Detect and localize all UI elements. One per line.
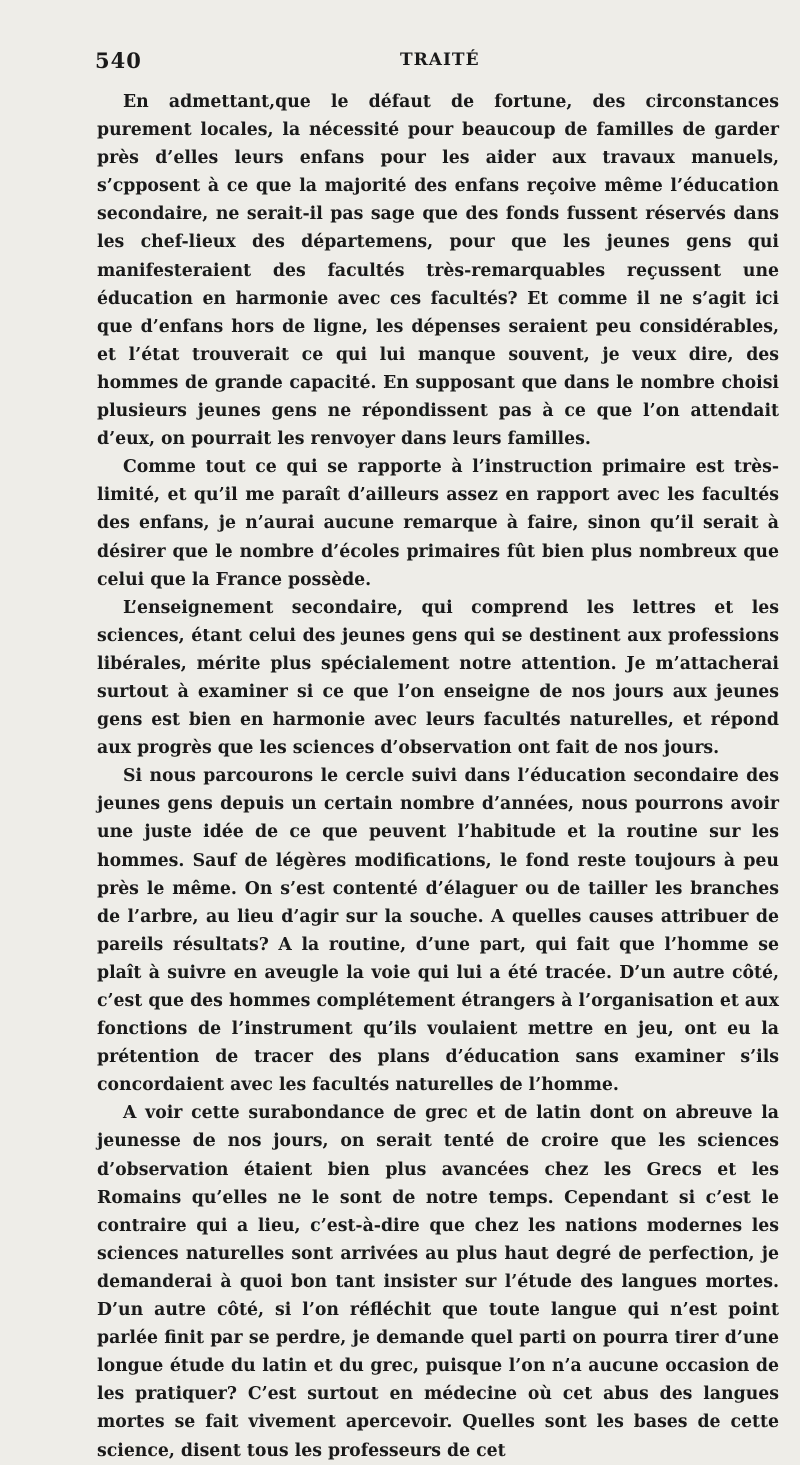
paragraph: A voir cette surabondance de grec et de latin dont on abreuve la jeunesse de nos jours, on serait tenté de croire que les sciences d’observation étaient bien plus avancées chez les Grecs et les Romains qu’elles ne le sont de notre temps. Cependant si c’est le contraire qui a lieu, c’est-à-dire que chez les nations modernes les sciences naturelles sont arrivées au plus haut degré de perfection, je demanderai à quoi bon tant insister sur l’étude des langues mortes. D’un autre côté, si l’on réfléchit que toute langue qui n’est point parlée finit par se perdre, je demande quel parti on pourra tirer d’une longue étude du latin et du grec, puisque l’on n’a aucune occasion de les pratiquer? C’est surtout en médecine où cet abus des langues mortes se fait vivement apercevoir. Quelles sont les bases de cette science, disent tous les professeurs de cet [97,1103,779,1461]
paragraph: En admettant,que le défaut de fortune, des circonstances purement locales, la nécessité pour beaucoup de familles de garder près d’elles leurs enfans pour les aider aux travaux manuels, s’cpposent à ce que la majorité des enfans reçoive même l’éducation secondaire, ne serait-il pas sage que des fonds fussent réservés dans les chef-lieux des départemens, pour que les jeunes gens qui manifesteraient des facultés très-remarquables reçussent une éducation en harmonie avec ces facultés? Et comme il ne s’agit ici que d’enfans hors de ligne, les dépenses seraient peu considérables, et l’état trouverait ce qui lui manque souvent, je veux dire, des hommes de grande capacité. En supposant que dans le nombre choisi plusieurs jeunes gens ne répondissent pas à ce que l’on attendait d’eux, on pourrait les renvoyer dans leurs familles. [97,92,779,450]
page-header [95,48,750,78]
body-text [97,88,779,1465]
paragraph: L’enseignement secondaire, qui comprend les lettres et les sciences, étant celui des jeunes gens qui se destinent aux professions libérales, mérite plus spécialement notre attention. Je m’attacherai surtout à examiner si ce que l’on enseigne de nos jours aux jeunes gens est bien en harmonie avec leurs facultés naturelles, et répond aux progrès que les sciences d’observation ont fait de nos jours. [97,597,779,759]
paragraph: Comme tout ce qui se rapporte à l’instruction primaire est très-limité, et qu’il me paraît d’ailleurs assez en rapport avec les facultés des enfans, je n’aurai aucune remarque à faire, sinon qu’il serait à désirer que le nombre d’écoles primaires fût bien plus nombreux que celui que la France possède. [97,457,779,590]
running-title: TRAITÉ [400,50,480,70]
paragraph: Si nous parcourons le cercle suivi dans l’éducation secondaire des jeunes gens depuis un certain nombre d’années, nous pourrons avoir une juste idée de ce que peuvent l’habitude et la routine sur les hommes. Sauf de légères modifications, le fond reste toujours à peu près le même. On s’est contenté d’élaguer ou de tailler les branches de l’arbre, au lieu d’agir sur la souche. A quelles causes attribuer de pareils résultats? A la routine, d’une part, qui fait que l’homme se plaît à suivre en aveugle la voie qui lui a été tracée. D’un autre côté, c’est que des hommes complétement étrangers à l’organisation et aux fonctions de l’instrument qu’ils voulaient mettre en jeu, ont eu la prétention de tracer des plans d’éducation sans examiner s’ils concordaient avec les facultés naturelles de l’homme. [97,766,779,1096]
page-number: 540 [95,48,142,73]
